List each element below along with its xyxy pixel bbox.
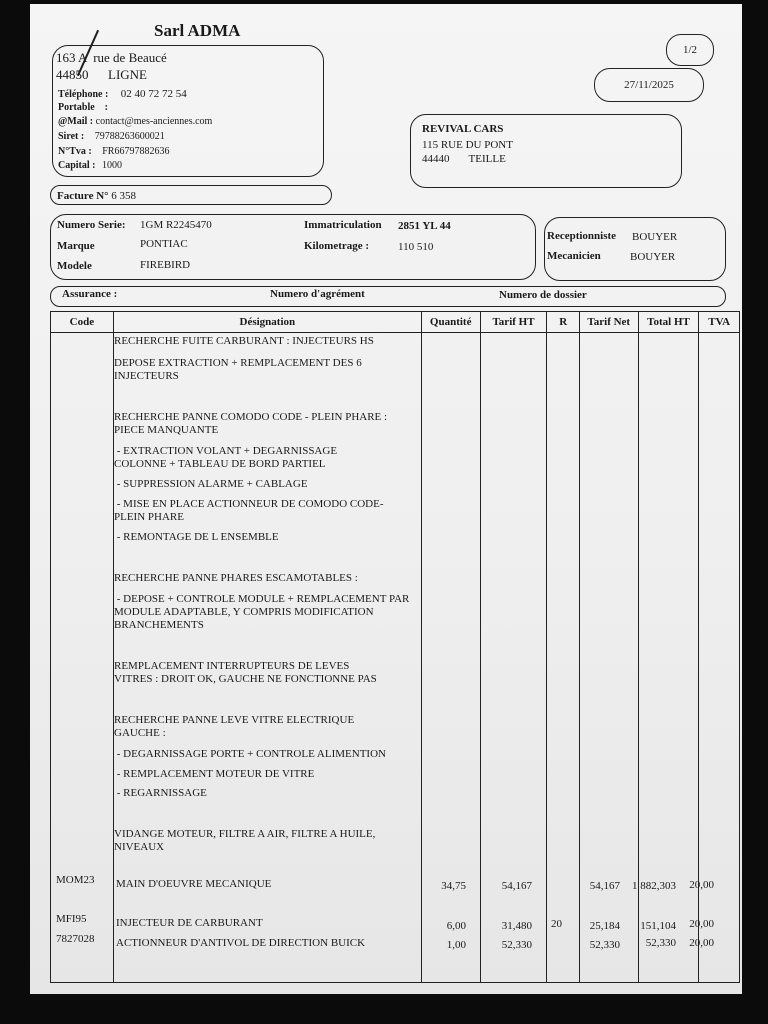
invoice-page [30,4,742,994]
immat-label: Immatriculation [304,219,382,231]
item-total-ht: 52,330 [645,937,676,949]
company-address-line2: 44850 LIGNE [56,67,147,82]
description-line: - REMPLACEMENT MOTEUR DE VITRE [114,768,315,780]
description-line: - DEGARNISSAGE PORTE + CONTROLE ALIMENTION [114,748,386,760]
item-quantite: 6,00 [446,920,466,932]
invoice-number: 6 358 [111,190,137,202]
km-value: 110 510 [398,241,434,253]
portable-label: Portable : [58,102,108,113]
company-address-line1: 163 A rue de Beaucé [56,50,167,65]
client-street: 115 RUE DU PONT [422,139,513,151]
modele-value: FIREBIRD [140,259,191,271]
item-tarif-ht: 52,330 [501,939,532,951]
item-designation: ACTIONNEUR D'ANTIVOL DE DIRECTION BUICK [116,937,366,949]
item-tva: 20,00 [689,918,714,930]
item-quantite: 34,75 [441,880,466,892]
company-name: Sarl ADMA [154,21,241,40]
serie-label: Numero Serie: [57,219,126,231]
tva-row [58,146,169,157]
telephone-value: 02 40 72 72 54 [120,88,187,100]
capital-label: Capital : [58,160,96,171]
header-tarif-net: Tarif Net [579,312,638,333]
description-line: - MISE EN PLACE ACTIONNEUR DE COMODO CODE-PLEIN PHARE [114,498,384,523]
modele-label: Modele [57,260,92,272]
table-header-row [51,312,740,333]
header-quantite: Quantité [421,312,480,333]
staff-box [544,217,726,281]
capital-value: 1000 [102,160,122,171]
item-designation: INJECTEUR DE CARBURANT [116,917,263,929]
item-code: 7827028 [56,933,95,945]
description-line: - DEPOSE + CONTROLE MODULE + REMPLACEMENT PAR MODULE ADAPTABLE, Y COMPRIS MODIFICATION BRANCHEMENTS [114,593,413,631]
item-total-ht: 151,104 [640,920,676,932]
marque-value: PONTIAC [140,238,188,250]
mecanicien-value: BOUYER [630,251,676,263]
description-line: RECHERCHE PANNE PHARES ESCAMOTABLES : [114,572,358,584]
item-code: MFI95 [56,913,87,925]
description-line: RECHERCHE FUITE CARBURANT : INJECTEURS HS [114,335,374,347]
item-tarif-ht: 54,167 [501,880,532,892]
siret-value: 79788263600021 [94,131,165,142]
receptionniste-value: BOUYER [632,231,678,243]
item-total-ht: 1 882,303 [632,880,676,892]
description-line: - REMONTAGE DE L ENSEMBLE [114,531,279,543]
receptionniste-label: Receptionniste [547,230,617,242]
mail-value: contact@mes-anciennes.com [95,116,213,127]
item-designation: MAIN D'OEUVRE MECANIQUE [116,878,272,890]
description-line: RECHERCHE PANNE COMODO CODE - PLEIN PHARE : PIECE MANQUANTE [114,411,388,436]
telephone-row [58,88,187,100]
client-city: 44440 TEILLE [422,153,506,165]
item-quantite: 1,00 [446,939,466,951]
description-line: - EXTRACTION VOLANT + DEGARNISSAGE COLONNE + TABLEAU DE BORD PARTIEL [114,445,340,470]
header-tva: TVA [699,312,740,333]
page-number: 1/2 [666,34,714,66]
mail-row [58,116,212,127]
capital-row [58,160,122,171]
item-code: MOM23 [56,874,95,886]
siret-label: Siret : [58,131,85,142]
description-line: - SUPPRESSION ALARME + CABLAGE [114,478,308,490]
marque-label: Marque [57,240,95,252]
invoice-label: Facture N° [57,190,109,202]
description-line: RECHERCHE PANNE LEVE VITRE ELECTRIQUE GAUCHE : [114,714,355,739]
client-name: REVIVAL CARS [422,123,504,135]
immat-value: 2851 YL 44 [398,220,451,232]
item-tarif-net: 52,330 [589,939,620,951]
serie-value: 1GM R2245470 [140,219,212,231]
assurance-label: Assurance : [62,288,118,300]
item-tva: 20,00 [689,937,714,949]
invoice-number-box [50,185,332,205]
header-total-ht: Total HT [638,312,699,333]
description-line: - REGARNISSAGE [114,787,207,799]
item-tva: 20,00 [689,879,714,891]
item-tarif-net: 25,184 [589,920,620,932]
header-designation: Désignation [113,312,421,333]
header-tarif-ht: Tarif HT [480,312,547,333]
dossier-label: Numero de dossier [499,289,587,301]
header-code: Code [51,312,114,333]
header-r: R [547,312,579,333]
invoice-date: 27/11/2025 [594,68,704,102]
item-r: 20 [551,918,562,930]
siret-row [58,131,165,142]
km-label: Kilometrage : [304,240,370,252]
description-line: REMPLACEMENT INTERRUPTEURS DE LEVES VITRES : DROIT OK, GAUCHE NE FONCTIONNE PAS [114,660,377,685]
agrement-label: Numero d'agrément [270,288,365,300]
description-line: VIDANGE MOTEUR, FILTRE A AIR, FILTRE A HUILE, NIVEAUX [114,828,376,853]
telephone-label: Téléphone : [58,89,109,100]
mecanicien-label: Mecanicien [547,250,601,262]
item-tarif-net: 54,167 [589,880,620,892]
item-tarif-ht: 31,480 [501,920,532,932]
insurance-bar [50,286,726,307]
tva-value: FR66797882636 [102,146,170,157]
mail-label: @Mail : [58,116,94,127]
tva-label: N°Tva : [58,146,92,157]
description-line: DEPOSE EXTRACTION + REMPLACEMENT DES 6 INJECTEURS [114,357,362,382]
